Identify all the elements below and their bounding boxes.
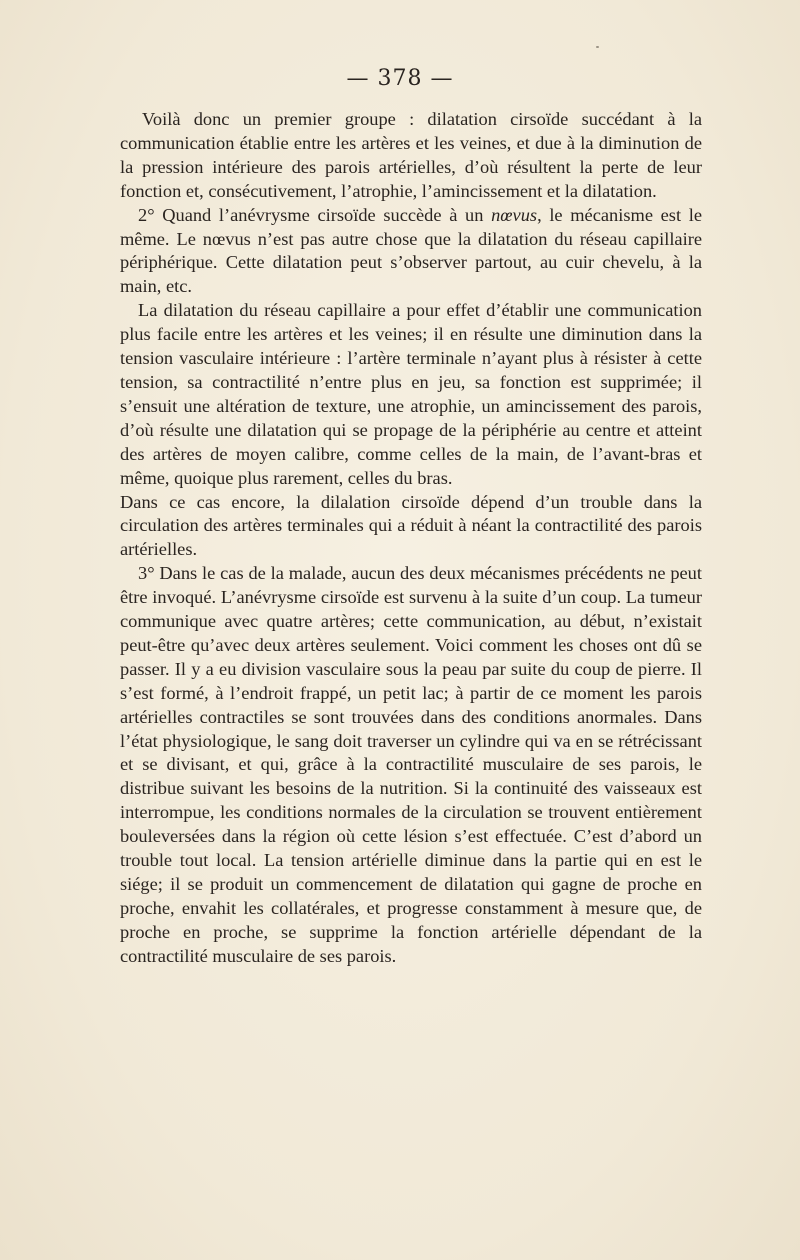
paragraph-4: Dans ce cas encore, la dilalation cirsoïde dépend d’un trouble dans la circulation des artères terminales qui a réduit à néant la contractilité des parois artérielles. bbox=[120, 491, 702, 560]
paragraph-3: La dilatation du réseau capillaire a pour effet d’établir une communication plus facile entre les artères et les veines; il en résulte une diminution dans la tension vasculaire intérieure : l’artère terminale n’ayant plus à résister à cette tension, sa contractilité n’entre plus en jeu, sa fonction est supprimée; il s’ensuit une altération de texture, une atrophie, un amincissement des parois, d’où résulte une dilatation qui se propage de la périphérie au centre et atteint des artères de moyen calibre, comme celles de la main, de l’avant-bras et même, quoique plus rarement, celles du bras. bbox=[120, 300, 702, 488]
page-number: — 378 — bbox=[346, 66, 454, 91]
paragraph-5: 3° Dans le cas de la malade, aucun des deux mécanismes précédents ne peut être invoqué. L’anévrysme cirsoïde est survenu à la suite d’un coup. La tumeur communique avec quatre artères; cette communication, au début, n’existait peut-être qu’avec deux artères seulement. Voici comment les choses ont dû se passer. Il y a eu division vasculaire sous la peau par suite du coup de pierre. Il s’est formé, à l’endroit frappé, un petit lac; à partir de ce moment les parois artérielles contractiles se sont trouvées dans des conditions anormales. Dans l’état physiologique, le sang doit traverser un cylindre qui va en se rétrécissant et se divisant, et qui, grâce à la contractilité musculaire de ses parois, le distribue suivant les besoins de la nutrition. Si la continuité des vaisseaux est interrompue, les conditions normales de la circulation se trouvent entièrement bouleversées dans la région où cette lésion s’est effectuée. C’est d’abord un trouble tout local. La tension artérielle diminue dans la partie qui en est le siége; il se produit un commencement de dilatation qui gagne de proche en proche, envahit les collatérales, et progresse constamment à mesure que, de proche en proche, se supprime la fonction artérielle dépendant de la contractilité musculaire de ses parois. bbox=[120, 563, 702, 966]
paragraph-2-start: 2° Quand l’anévrysme cirsoïde succède à un bbox=[138, 204, 492, 225]
body-text bbox=[120, 108, 702, 969]
paragraph-2-end: , le mécanisme est le même. Le nœvus n’est pas autre chose que la dilatation du réseau capillaire périphérique. Cette dilatation peut s’observer partout, au cuir chevelu, à la main, etc. bbox=[120, 204, 703, 297]
paragraph-1: Voilà donc un premier groupe : dilatation cirsoïde succédant à la communication établie entre les artères et les veines, et due à la diminution de la pression intérieure des parois artérielles, d’où résultent la perte de leur fonction et, consécutivement, l’atrophie, l’amincissement et la dilatation. bbox=[120, 109, 702, 201]
naevus-term: nœvus bbox=[491, 204, 538, 225]
paragraph-2 bbox=[120, 204, 702, 300]
paper-speck bbox=[596, 46, 599, 48]
